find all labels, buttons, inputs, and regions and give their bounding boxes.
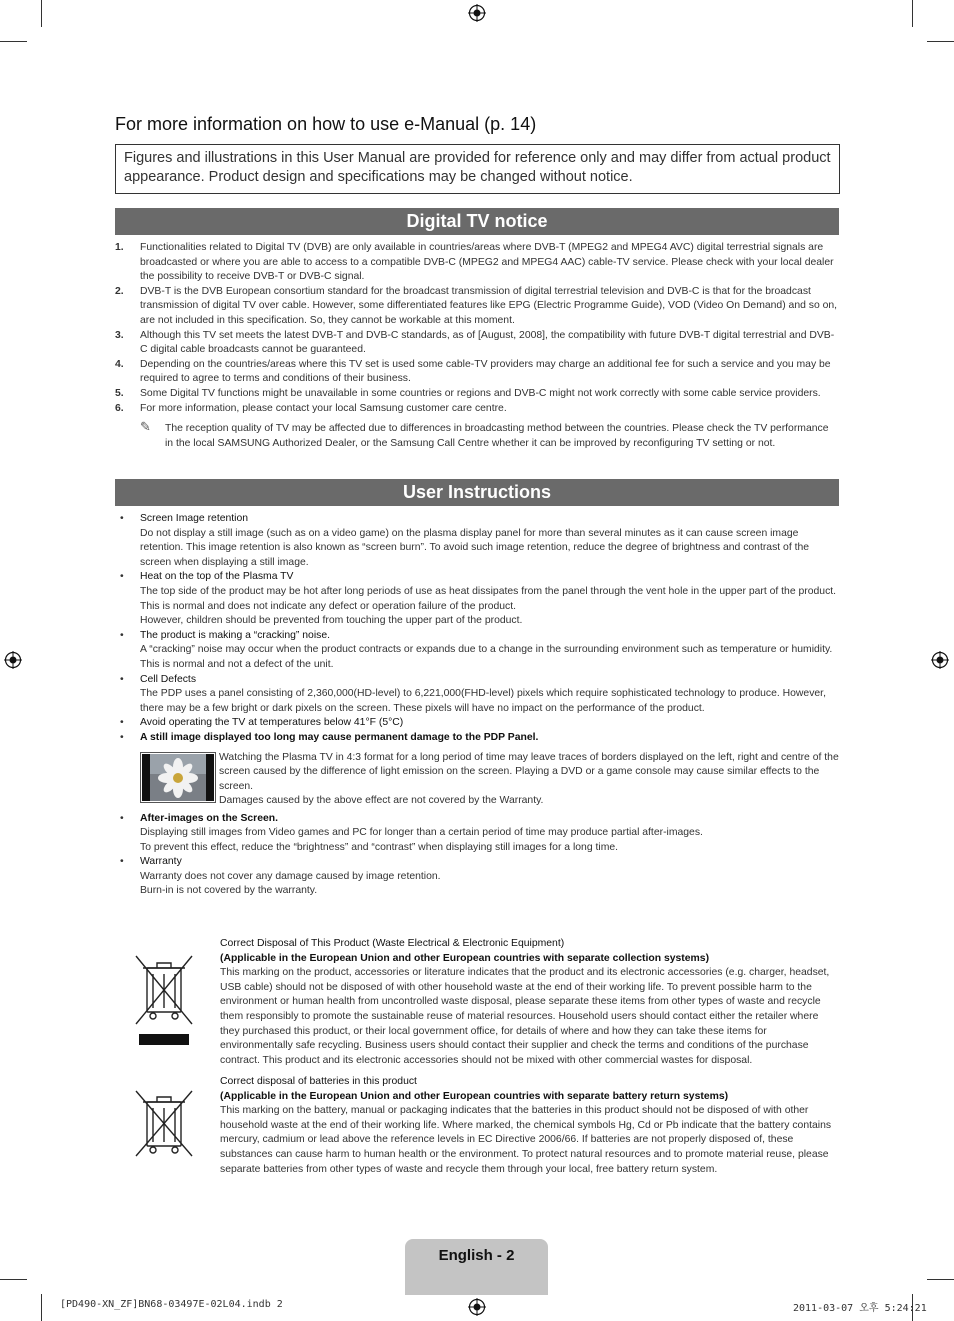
bullet-icon: • (120, 513, 124, 524)
still-image-text: Watching the Plasma TV in 4:3 format for a long period of time may leave traces of borders displayed on the left, right and centre of the screen caused by the difference of light emission on the screen. Playing a DVD or a game console may cause similar effects to the screen. Damages caused by the above effect are not covered by the Warranty. (219, 751, 839, 807)
list-item (115, 855, 839, 899)
list-item-title: Warranty (140, 856, 182, 868)
list-item-text: A “cracking” noise may occur when the product contracts or expands due to a change in the surrounding environment such as temperature or humidity. This is normal and not a defect of the unit. (140, 644, 833, 670)
battery-disposal-section: Correct disposal of batteries in this product (Applicable in the European Union and other European countries with separate battery return systems) This marking on the battery, manual or packaging indicates that the batteries in this product should not be disposed of with other household waste at the end of their working life. Where marked, the chemical symbols Hg, Cd or Pb indicate that the battery contains mercury, cadmium or lead above the reference levels in EC Directive 2006/66. If batteries are not properly disposed of, these substances can cause harm to human health or the environment. To protect natural resources and to promote material reuse, please separate batteries from other types of waste and recycle them through your local, free battery return system. (220, 1076, 832, 1175)
list-item (115, 512, 839, 570)
list-item: 1. Functionalities related to Digital TV (DVB) are only available in countries/areas where DVB-T (MPEG2 and MPEG4 AVC) digital terrestrial signals are broadcasted or where you are able to access to a compatible DVB-C (MPEG2 and MPEG4 AAC) cable-TV service. Please check with your local dealer the possibility to receive DVB-T or DVB-C signal. (115, 242, 834, 283)
list-item-text: Warranty does not cover any damage caused by image retention. (140, 870, 441, 882)
list-item-text: The top side of the product may be hot after long periods of use as heat dissipates from the panel through the vent hole in the upper part of the product. (140, 585, 837, 597)
crop-mark (41, 0, 42, 27)
file-name: [PD490-XN_ZF]BN68-03497E-02L04.indb 2 (60, 1299, 283, 1310)
bullet-icon: • (120, 856, 124, 868)
registration-mark-icon (468, 4, 486, 22)
crop-mark (927, 41, 954, 42)
list-item (115, 570, 839, 628)
list-item-text: Do not display a still image (such as on a video game) on the plasma display panel for more than several minutes as it can cause screen image retention. This image retention is also known as “screen burn”. To avoid such image retention, reduce the degree of brightness and contrast of the screen when displaying a still image. (140, 527, 810, 568)
reception-note: ✎ The reception quality of TV may be affected due to differences in broadcasting method between the countries. Please check the TV performance in the local SAMSUNG Authorized Dealer, or the Samsung Call Centre whether it can be improved by reconfiguring TV setting or not. (140, 419, 829, 449)
list-item-text: Displaying still images from Video games and PC for longer than a certain period of time may produce partial after-images. (140, 827, 703, 839)
list-item-title: Heat on the top of the Plasma TV (140, 571, 294, 583)
list-item-title: A still image displayed too long may cause permanent damage to the PDP Panel. (140, 731, 539, 743)
list-item-title: Screen Image retention (140, 513, 249, 524)
user-instructions-list (115, 512, 839, 899)
digital-tv-list (115, 241, 839, 451)
still-image-example (140, 752, 839, 812)
print-timestamp: 2011-03-07 오후 5:24:21 (793, 1303, 927, 1314)
crop-mark (912, 0, 913, 27)
bullet-icon: • (120, 673, 124, 685)
list-item: 3. Although this TV set meets the latest DVB-T and DVB-C standards, as of [August, 2008], the compatibility with future DVB-T digital terrestrial and DVB-C digital cable broadcasts cannot be guaranteed. (115, 329, 835, 356)
crop-mark (41, 1294, 42, 1321)
crop-mark (0, 1279, 27, 1280)
bullet-icon: • (120, 571, 124, 583)
list-item-text: However, children should be prevented from touching the upper part of the product. (140, 615, 523, 627)
list-item: 2. DVB-T is the DVB European consortium standard for the broadcast transmission of digital terrestrial television and DVB-C is that for the broadcast transmission of digital TV over cable. However, some differentiated features like EPG (Electric Programme Guide), VOD (Video On Demand) and so on, are not included in this specification. So, they cannot be workable at this moment. (115, 285, 838, 326)
section-title-user-instructions: User Instructions (115, 479, 839, 506)
crossed-bin-battery-icon (133, 1090, 195, 1158)
section-title-digital-tv: Digital TV notice (115, 208, 839, 235)
list-item-text: Burn-in is not covered by the warranty. (140, 885, 318, 897)
bullet-icon: • (120, 629, 124, 641)
page-number-tab: English - 2 (405, 1239, 548, 1295)
list-item: 6. For more information, please contact your local Samsung customer care centre. (115, 402, 507, 414)
bullet-icon: • (120, 717, 124, 729)
crop-mark (0, 41, 27, 42)
list-item (115, 673, 839, 717)
list-item-title: Cell Defects (140, 673, 197, 685)
tv-screen-flower-image (140, 752, 216, 803)
bullet-icon: • (120, 731, 124, 743)
list-item (115, 731, 839, 746)
list-item: 4. Depending on the countries/areas where this TV set is used some cable-TV providers may charge an additional fee for such a service and you may be required to agree to terms and conditions of their business. (115, 358, 831, 385)
list-item (115, 716, 839, 731)
registration-mark-icon (468, 1298, 486, 1316)
pencil-note-icon: ✎ (140, 419, 151, 435)
list-item: 5. Some Digital TV functions might be unavailable in some countries or regions and DVB-C might not work correctly with some cable service providers. (115, 387, 821, 399)
registration-mark-icon (931, 651, 949, 669)
registration-mark-icon (4, 651, 22, 669)
weee-disposal-section: Correct Disposal of This Product (Waste Electrical & Electronic Equipment) (Applicable in the European Union and other European countries with separate collection systems) This marking on the product, accessories or literature indicates that the product and its electronic accessories (e.g. charger, headset, USB cable) should not be disposed of with other household waste at the end of their working life. To prevent possible harm to the environment or human health from uncontrolled waste disposal, please separate these items from other types of waste and recycle them responsibly to promote the sustainable reuse of material resources. Household users should contact either the retailer where they purchased this product, or their local government office, for details of where and how they can take these items for environmentally safe recycling. Business users should contact their supplier and check the terms and conditions of the purchase contract. This product and its electronic accessories should not be mixed with other commercial wastes for disposal. (220, 938, 830, 1066)
page-heading: For more information on how to use e-Manual (p. 14) (115, 114, 537, 134)
list-item (115, 812, 839, 856)
list-item-title: Avoid operating the TV at temperatures below 41°F (5°C) (140, 717, 404, 729)
list-item-text: This is normal and does not indicate any defect or operation failure of the product. (140, 600, 517, 612)
list-item-text: The PDP uses a panel consisting of 2,360,000(HD-level) to 6,221,000(FHD-level) pixels which require sophisticated technology to produce. However, there may be a few bright or dark pixels on the screen. These pixels will have no impact on the performance of the product. (140, 688, 826, 714)
crop-mark (927, 1279, 954, 1280)
list-item-title: The product is making a “cracking” noise. (140, 629, 330, 641)
crossed-bin-weee-icon (133, 952, 195, 1047)
list-item-text: To prevent this effect, reduce the “brightness” and “contrast” when displaying still images for a long time. (140, 841, 619, 853)
list-item-title: After-images on the Screen. (140, 812, 279, 824)
list-item (115, 629, 839, 673)
disclaimer-box: Figures and illustrations in this User Manual are provided for reference only and may differ from actual product appearance. Product design and specifications may be changed without notice. (115, 144, 840, 194)
bullet-icon: • (120, 812, 124, 824)
